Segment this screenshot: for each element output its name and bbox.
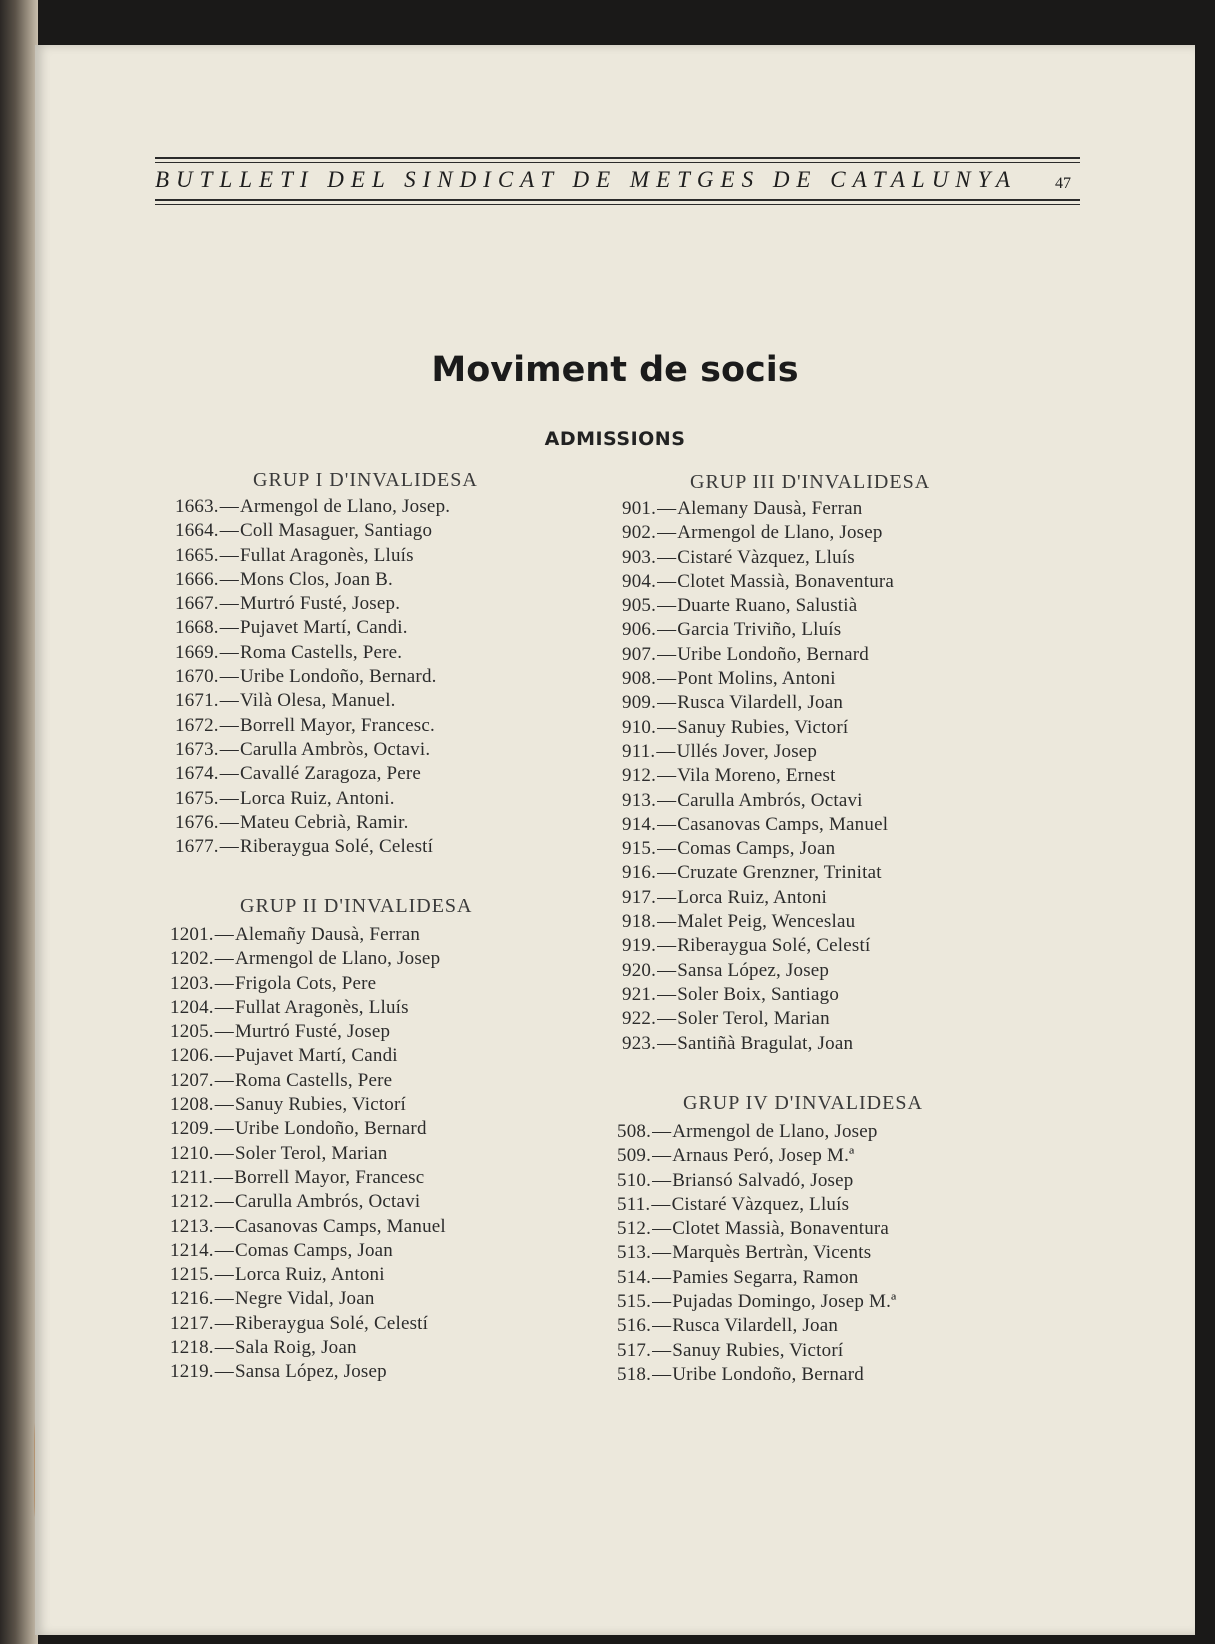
dash-separator: — bbox=[657, 935, 677, 957]
dash-separator: — bbox=[214, 1045, 234, 1067]
entry-name: Mateu Cebrià, Ramir. bbox=[239, 811, 409, 833]
dash-separator: — bbox=[657, 1032, 677, 1054]
dash-separator: — bbox=[657, 546, 677, 568]
dash-separator: — bbox=[657, 595, 677, 617]
list-item bbox=[170, 1215, 446, 1239]
entry-number: 515. bbox=[617, 1291, 652, 1313]
dash-separator: — bbox=[214, 1166, 234, 1188]
page-title: Moviment de socis bbox=[431, 350, 799, 390]
list-item bbox=[617, 1144, 896, 1168]
entry-name: Soler Terol, Marian bbox=[234, 1142, 388, 1164]
entry-name: Santiñà Bragulat, Joan bbox=[677, 1032, 854, 1054]
entry-number: 516. bbox=[617, 1315, 652, 1337]
entry-name: Uribe Londoño, Bernard bbox=[672, 1363, 864, 1385]
entry-name: Riberaygua Solé, Celestí bbox=[677, 935, 871, 957]
list-item bbox=[622, 1032, 894, 1056]
dash-separator: — bbox=[652, 1363, 672, 1385]
entry-number: 1216. bbox=[170, 1288, 214, 1310]
entry-number: 513. bbox=[617, 1242, 652, 1264]
entry-name: Pont Molins, Antoni bbox=[677, 668, 836, 690]
list-item bbox=[175, 665, 450, 689]
dash-separator: — bbox=[214, 1191, 234, 1213]
entry-number: 909. bbox=[622, 692, 657, 714]
list-item bbox=[170, 947, 446, 971]
list-item bbox=[170, 1360, 446, 1384]
entry-name: Borrell Mayor, Francesc bbox=[234, 1166, 425, 1188]
entry-number: 1676. bbox=[175, 811, 219, 833]
entry-number: 908. bbox=[622, 668, 657, 690]
list-item bbox=[617, 1266, 896, 1290]
group-title: GRUP II D'INVALIDESA bbox=[240, 895, 473, 917]
entry-name: Fullat Aragonès, Lluís bbox=[234, 996, 409, 1018]
list-item bbox=[617, 1193, 896, 1217]
list-item bbox=[617, 1241, 896, 1265]
list-item bbox=[622, 861, 894, 885]
entry-name: Sansa López, Josep bbox=[677, 959, 830, 981]
dash-separator: — bbox=[214, 996, 234, 1018]
admissions-list bbox=[622, 497, 894, 1056]
entry-name: Clotet Massià, Bonaventura bbox=[677, 570, 895, 592]
entry-name: Mons Clos, Joan B. bbox=[239, 568, 393, 590]
dash-separator: — bbox=[214, 948, 234, 970]
list-item bbox=[170, 1044, 446, 1068]
entry-name: Clotet Massià, Bonaventura bbox=[672, 1218, 890, 1240]
list-item bbox=[622, 667, 894, 691]
entry-number: 1671. bbox=[175, 690, 219, 712]
dash-separator: — bbox=[214, 1069, 234, 1091]
entry-number: 914. bbox=[622, 813, 657, 835]
list-item bbox=[617, 1363, 896, 1387]
entry-number: 1670. bbox=[175, 666, 219, 688]
entry-number: 1677. bbox=[175, 836, 219, 858]
entry-name: Armengol de Llano, Josep. bbox=[239, 496, 451, 517]
entry-name: Duarte Ruano, Salustià bbox=[677, 595, 858, 617]
list-item bbox=[175, 811, 450, 835]
list-item bbox=[622, 1007, 894, 1031]
entry-number: 1213. bbox=[170, 1215, 214, 1237]
header-rule bbox=[155, 162, 1080, 163]
entry-name: Sala Roig, Joan bbox=[234, 1337, 357, 1359]
dash-separator: — bbox=[657, 983, 677, 1005]
entry-name: Briansó Salvadó, Josep bbox=[672, 1169, 854, 1191]
list-item bbox=[175, 519, 450, 543]
entry-name: Malet Peig, Wenceslau bbox=[677, 911, 856, 933]
entry-name: Lorca Ruiz, Antoni bbox=[234, 1264, 385, 1286]
list-item bbox=[170, 972, 446, 996]
dash-separator: — bbox=[652, 1169, 672, 1191]
list-item bbox=[170, 1312, 446, 1336]
header-rule bbox=[155, 199, 1080, 201]
list-item bbox=[170, 1069, 446, 1093]
list-item bbox=[170, 1287, 446, 1311]
list-item bbox=[622, 740, 894, 764]
entry-name: Rusca Vilardell, Joan bbox=[677, 692, 844, 714]
dash-separator: — bbox=[219, 787, 239, 809]
dash-separator: — bbox=[652, 1121, 672, 1142]
dash-separator: — bbox=[657, 765, 677, 787]
list-item bbox=[617, 1217, 896, 1241]
entry-number: 917. bbox=[622, 886, 657, 908]
entry-name: Uribe Londoño, Bernard bbox=[677, 643, 869, 665]
list-item bbox=[622, 643, 894, 667]
entry-number: 913. bbox=[622, 789, 657, 811]
entry-number: 1209. bbox=[170, 1118, 214, 1140]
list-item bbox=[170, 996, 446, 1020]
entry-number: 920. bbox=[622, 959, 657, 981]
entry-name: Armengol de Llano, Josep bbox=[677, 522, 883, 544]
dash-separator: — bbox=[214, 1288, 234, 1310]
entry-number: 1667. bbox=[175, 593, 219, 615]
dash-separator: — bbox=[651, 1193, 671, 1215]
entry-name: Fullat Aragonès, Lluís bbox=[239, 544, 414, 566]
dash-separator: — bbox=[214, 1094, 234, 1116]
list-item bbox=[622, 764, 894, 788]
group-title: GRUP III D'INVALIDESA bbox=[690, 471, 931, 493]
list-item bbox=[622, 959, 894, 983]
dash-separator: — bbox=[657, 838, 677, 860]
dash-separator: — bbox=[657, 643, 677, 665]
dash-separator: — bbox=[219, 641, 239, 663]
entry-name: Rusca Vilardell, Joan bbox=[672, 1315, 839, 1337]
list-item bbox=[175, 689, 450, 713]
entry-number: 1205. bbox=[170, 1021, 214, 1043]
admissions-list bbox=[617, 1120, 896, 1387]
entry-name: Alemañy Dausà, Ferran bbox=[234, 924, 421, 945]
entry-name: Carulla Ambrós, Octavi bbox=[677, 789, 863, 811]
entry-number: 1201. bbox=[170, 924, 214, 945]
entry-name: Armengol de Llano, Josep bbox=[672, 1121, 878, 1142]
entry-number: 1668. bbox=[175, 617, 219, 639]
dash-separator: — bbox=[657, 1008, 677, 1030]
list-item bbox=[617, 1314, 896, 1338]
entry-name: Pujavet Martí, Candi. bbox=[239, 617, 408, 639]
entry-number: 1211. bbox=[170, 1166, 214, 1188]
entry-number: 1217. bbox=[170, 1312, 214, 1334]
entry-number: 1673. bbox=[175, 738, 219, 760]
dash-separator: — bbox=[219, 763, 239, 785]
dash-separator: — bbox=[657, 619, 677, 641]
list-item bbox=[175, 641, 450, 665]
list-item bbox=[170, 1336, 446, 1360]
entry-name: Murtró Fusté, Josep bbox=[234, 1021, 391, 1043]
dash-separator: — bbox=[657, 813, 677, 835]
page-number: 47 bbox=[1055, 175, 1071, 192]
entry-number: 1202. bbox=[170, 948, 214, 970]
entry-number: 509. bbox=[617, 1145, 652, 1167]
entry-name: Negre Vidal, Joan bbox=[234, 1288, 375, 1310]
entry-number: 1203. bbox=[170, 972, 214, 994]
entry-name: Lorca Ruiz, Antoni bbox=[677, 886, 828, 908]
entry-number: 1218. bbox=[170, 1337, 214, 1359]
entry-name: Cruzate Grenzner, Trinitat bbox=[677, 862, 882, 884]
dash-separator: — bbox=[657, 668, 677, 690]
entry-number: 1207. bbox=[170, 1069, 214, 1091]
list-item bbox=[622, 594, 894, 618]
list-item bbox=[622, 910, 894, 934]
list-item bbox=[175, 787, 450, 811]
entry-name: Marquès Bertràn, Vicents bbox=[672, 1242, 872, 1264]
dash-separator: — bbox=[652, 1218, 672, 1240]
dash-separator: — bbox=[657, 692, 677, 714]
entry-number: 1204. bbox=[170, 996, 214, 1018]
entry-name: Cistaré Vàzquez, Lluís bbox=[677, 546, 855, 568]
list-item bbox=[170, 1117, 446, 1141]
entry-number: 1669. bbox=[175, 641, 219, 663]
entry-number: 1210. bbox=[170, 1142, 214, 1164]
entry-name: Soler Terol, Marian bbox=[677, 1008, 830, 1030]
entry-name: Sansa López, Josep bbox=[234, 1361, 387, 1383]
entry-name: Casanovas Camps, Manuel bbox=[677, 813, 889, 835]
list-item bbox=[617, 1169, 896, 1193]
dash-separator: — bbox=[219, 617, 239, 639]
entry-number: 918. bbox=[622, 911, 657, 933]
dash-separator: — bbox=[214, 1021, 234, 1043]
entry-number: 1206. bbox=[170, 1045, 214, 1067]
entry-number: 906. bbox=[622, 619, 657, 641]
entry-name: Pamies Segarra, Ramon bbox=[672, 1266, 859, 1288]
entry-name: Sanuy Rubies, Victorí bbox=[672, 1339, 844, 1361]
list-item bbox=[622, 618, 894, 642]
entry-name: Armengol de Llano, Josep bbox=[234, 948, 441, 970]
list-item bbox=[622, 570, 894, 594]
entry-name: Cistaré Vàzquez, Lluís bbox=[671, 1193, 850, 1215]
list-item bbox=[175, 544, 450, 568]
group-title: GRUP IV D'INVALIDESA bbox=[683, 1092, 923, 1114]
entry-name: Lorca Ruiz, Antoni. bbox=[239, 787, 395, 809]
entry-name: Murtró Fusté, Josep. bbox=[239, 593, 401, 615]
entry-number: 508. bbox=[617, 1121, 652, 1142]
entry-number: 1675. bbox=[175, 787, 219, 809]
header-rule bbox=[155, 204, 1080, 205]
dash-separator: — bbox=[652, 1242, 672, 1264]
dash-separator: — bbox=[214, 1264, 234, 1286]
list-item bbox=[170, 1190, 446, 1214]
entry-number: 919. bbox=[622, 935, 657, 957]
entry-number: 902. bbox=[622, 522, 657, 544]
entry-number: 1208. bbox=[170, 1094, 214, 1116]
entry-number: 1672. bbox=[175, 714, 219, 736]
list-item bbox=[622, 497, 894, 521]
dash-separator: — bbox=[219, 544, 239, 566]
book-spine bbox=[0, 0, 38, 1644]
entry-number: 905. bbox=[622, 595, 657, 617]
entry-number: 907. bbox=[622, 643, 657, 665]
list-item bbox=[617, 1290, 896, 1314]
dash-separator: — bbox=[219, 836, 239, 858]
entry-number: 910. bbox=[622, 716, 657, 738]
list-item bbox=[617, 1339, 896, 1363]
dash-separator: — bbox=[219, 496, 239, 517]
running-title: BUTLLETI DEL SINDICAT DE METGES DE CATALUNYA bbox=[155, 167, 1017, 192]
dash-separator: — bbox=[657, 498, 677, 519]
dash-separator: — bbox=[214, 1337, 234, 1359]
entry-number: 912. bbox=[622, 765, 657, 787]
entry-number: 903. bbox=[622, 546, 657, 568]
dash-separator: — bbox=[657, 522, 677, 544]
list-item bbox=[175, 738, 450, 762]
dash-separator: — bbox=[657, 886, 677, 908]
running-header bbox=[155, 125, 1080, 205]
list-item bbox=[175, 616, 450, 640]
entry-name: Vilà Olesa, Manuel. bbox=[239, 690, 396, 712]
dash-separator: — bbox=[657, 959, 677, 981]
entry-number: 518. bbox=[617, 1363, 652, 1385]
list-item bbox=[175, 592, 450, 616]
dash-separator: — bbox=[219, 714, 239, 736]
entry-number: 1214. bbox=[170, 1239, 214, 1261]
entry-name: Roma Castells, Pere. bbox=[239, 641, 403, 663]
list-item bbox=[622, 837, 894, 861]
document-page bbox=[35, 45, 1195, 1635]
header-rule bbox=[155, 157, 1080, 159]
admissions-list bbox=[170, 923, 446, 1385]
list-item bbox=[175, 762, 450, 786]
entry-name: Borrell Mayor, Francesc. bbox=[239, 714, 435, 736]
entry-name: Carulla Ambròs, Octavi. bbox=[239, 738, 431, 760]
entry-number: 922. bbox=[622, 1008, 657, 1030]
section-subtitle: ADMISSIONS bbox=[544, 428, 686, 450]
dash-separator: — bbox=[657, 789, 677, 811]
entry-name: Alemany Dausà, Ferran bbox=[677, 498, 863, 519]
entry-name: Pujavet Martí, Candi bbox=[234, 1045, 398, 1067]
dash-separator: — bbox=[214, 924, 234, 945]
entry-name: Vila Moreno, Ernest bbox=[677, 765, 836, 787]
entry-name: Carulla Ambrós, Octavi bbox=[234, 1191, 421, 1213]
entry-number: 904. bbox=[622, 570, 657, 592]
entry-number: 921. bbox=[622, 983, 657, 1005]
entry-number: 512. bbox=[617, 1218, 652, 1240]
dash-separator: — bbox=[652, 1145, 672, 1167]
entry-number: 1664. bbox=[175, 520, 219, 542]
list-item bbox=[622, 521, 894, 545]
list-item bbox=[622, 716, 894, 740]
entry-name: Frigola Cots, Pere bbox=[234, 972, 377, 994]
dash-separator: — bbox=[657, 716, 677, 738]
group-title: GRUP I D'INVALIDESA bbox=[253, 469, 478, 491]
list-item bbox=[617, 1120, 896, 1144]
dash-separator: — bbox=[652, 1291, 672, 1313]
list-item bbox=[170, 1239, 446, 1263]
dash-separator: — bbox=[219, 593, 239, 615]
entry-number: 1212. bbox=[170, 1191, 214, 1213]
list-item bbox=[170, 1093, 446, 1117]
list-item bbox=[622, 789, 894, 813]
entry-number: 901. bbox=[622, 498, 657, 519]
dash-separator: — bbox=[219, 690, 239, 712]
dash-separator: — bbox=[656, 740, 676, 762]
entry-number: 514. bbox=[617, 1266, 652, 1288]
entry-number: 915. bbox=[622, 838, 657, 860]
list-item bbox=[170, 1020, 446, 1044]
list-item bbox=[175, 568, 450, 592]
entry-name: Uribe Londoño, Bernard. bbox=[239, 666, 437, 688]
entry-number: 1219. bbox=[170, 1361, 214, 1383]
dash-separator: — bbox=[214, 1142, 234, 1164]
dash-separator: — bbox=[214, 1239, 234, 1261]
entry-name: Cavallé Zaragoza, Pere bbox=[239, 763, 422, 785]
entry-name: Pujadas Domingo, Josep M.ª bbox=[672, 1291, 897, 1313]
list-item bbox=[622, 886, 894, 910]
list-item bbox=[170, 923, 446, 947]
entry-name: Garcia Triviño, Lluís bbox=[677, 619, 842, 641]
dash-separator: — bbox=[652, 1315, 672, 1337]
dash-separator: — bbox=[219, 568, 239, 590]
entry-number: 1215. bbox=[170, 1264, 214, 1286]
dash-separator: — bbox=[214, 972, 234, 994]
entry-name: Riberaygua Solé, Celestí bbox=[234, 1312, 429, 1334]
entry-name: Arnaus Peró, Josep M.ª bbox=[672, 1145, 855, 1167]
list-item bbox=[622, 934, 894, 958]
entry-name: Riberaygua Solé, Celestí bbox=[239, 836, 434, 858]
entry-name: Soler Boix, Santiago bbox=[677, 983, 840, 1005]
dash-separator: — bbox=[219, 520, 239, 542]
entry-number: 1663. bbox=[175, 496, 219, 517]
entry-number: 916. bbox=[622, 862, 657, 884]
list-item bbox=[170, 1263, 446, 1287]
entry-name: Uribe Londoño, Bernard bbox=[234, 1118, 427, 1140]
dash-separator: — bbox=[219, 738, 239, 760]
entry-name: Comas Camps, Joan bbox=[677, 838, 836, 860]
entry-number: 1666. bbox=[175, 568, 219, 590]
entry-name: Comas Camps, Joan bbox=[234, 1239, 393, 1261]
entry-name: Ullés Jover, Josep bbox=[676, 740, 818, 762]
dash-separator: — bbox=[652, 1266, 672, 1288]
entry-number: 1674. bbox=[175, 763, 219, 785]
list-item bbox=[622, 813, 894, 837]
list-item bbox=[622, 983, 894, 1007]
entry-number: 911. bbox=[622, 740, 656, 762]
dash-separator: — bbox=[657, 862, 677, 884]
list-item bbox=[170, 1166, 446, 1190]
dash-separator: — bbox=[214, 1361, 234, 1383]
entry-name: Casanovas Camps, Manuel bbox=[234, 1215, 446, 1237]
dash-separator: — bbox=[214, 1312, 234, 1334]
list-item bbox=[170, 1142, 446, 1166]
dash-separator: — bbox=[652, 1339, 672, 1361]
dash-separator: — bbox=[657, 570, 677, 592]
entry-number: 511. bbox=[617, 1193, 651, 1215]
list-item bbox=[622, 691, 894, 715]
dash-separator: — bbox=[657, 911, 677, 933]
list-item bbox=[175, 835, 450, 859]
entry-number: 510. bbox=[617, 1169, 652, 1191]
admissions-list bbox=[175, 495, 450, 859]
entry-name: Roma Castells, Pere bbox=[234, 1069, 393, 1091]
dash-separator: — bbox=[214, 1215, 234, 1237]
entry-name: Sanuy Rubies, Victorí bbox=[234, 1094, 407, 1116]
entry-number: 517. bbox=[617, 1339, 652, 1361]
list-item bbox=[175, 714, 450, 738]
entry-number: 923. bbox=[622, 1032, 657, 1054]
entry-number: 1665. bbox=[175, 544, 219, 566]
entry-name: Coll Masaguer, Santiago bbox=[239, 520, 433, 542]
dash-separator: — bbox=[214, 1118, 234, 1140]
dash-separator: — bbox=[219, 811, 239, 833]
list-item bbox=[622, 546, 894, 570]
list-item bbox=[175, 495, 450, 519]
dash-separator: — bbox=[219, 666, 239, 688]
entry-name: Sanuy Rubies, Victorí bbox=[677, 716, 849, 738]
